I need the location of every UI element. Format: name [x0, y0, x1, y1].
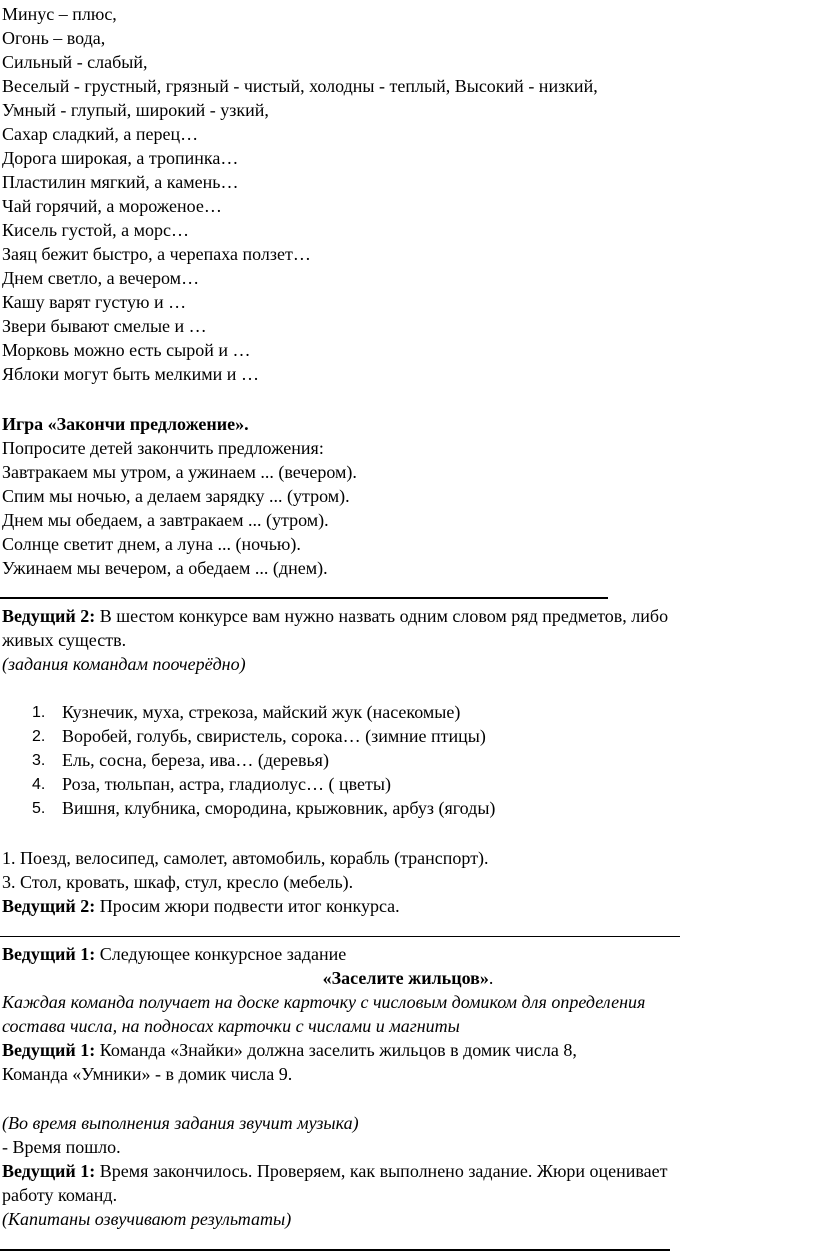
- text-line: Сахар сладкий, а перец…: [2, 124, 199, 144]
- game-title: Игра «Закончи предложение».: [2, 414, 249, 434]
- speaker-label: Ведущий 1:: [2, 1040, 96, 1060]
- game-line: Ужинаем мы вечером, а обедаем ... (днем).: [2, 558, 328, 578]
- speaker-label: Ведущий 1:: [2, 944, 96, 964]
- contest7-title-end: .: [488, 968, 494, 988]
- game-line: Завтракаем мы утром, а ужинаем ... (вечером).: [2, 462, 357, 482]
- game-line: Спим мы ночью, а делаем зарядку ... (утром).: [2, 486, 350, 506]
- list-item: Вишня, клубника, смородина, крыжовник, арбуз (ягоды): [62, 798, 496, 818]
- list-item: Роза, тюльпан, астра, гладиолус… ( цветы): [62, 774, 391, 794]
- text-line: Заяц бежит быстро, а черепаха ползет…: [2, 244, 311, 264]
- contest6-intro: [2, 604, 668, 628]
- text-line: Дорога широкая, а тропинка…: [2, 148, 239, 168]
- contest7-title-text: «Заселите жильцов»: [322, 968, 489, 988]
- section-divider: [0, 936, 680, 937]
- text-line: Морковь можно есть сырой и …: [2, 340, 251, 360]
- text-line: Сильный - слабый,: [2, 52, 148, 72]
- speaker-label: Ведущий 2:: [2, 606, 96, 626]
- text-line: Яблоки могут быть мелкими и …: [2, 364, 259, 384]
- contest7-title: [0, 966, 816, 990]
- text-line: Огонь – вода,: [2, 28, 106, 48]
- contest6-text-cont: живых существ.: [2, 630, 127, 650]
- contest7-line: [2, 1159, 668, 1183]
- contest6-text: В шестом конкурсе вам нужно назвать одним словом ряд предметов, либо: [95, 606, 669, 626]
- list-item: Ель, сосна, береза, ива… (деревья): [62, 750, 329, 770]
- contest7-text: Следующее конкурсное задание: [95, 944, 347, 964]
- extra-line: 3. Стол, кровать, шкаф, стул, кресло (мебель).: [2, 872, 354, 892]
- game-line: Днем мы обедаем, а завтракаем ... (утром).: [2, 510, 329, 530]
- contest7-desc: состава числа, на подносах карточки с числами и магниты: [2, 1016, 460, 1036]
- jury-text: Просим жюри подвести итог конкурса.: [95, 896, 400, 916]
- contest7-line: работу команд.: [2, 1185, 118, 1205]
- section-divider: [0, 1249, 670, 1251]
- text-line: Пластилин мягкий, а камень…: [2, 172, 239, 192]
- list-number: 2.: [32, 728, 46, 745]
- contest7-desc: Каждая команда получает на доске карточку с числовым домиком для определения: [2, 992, 646, 1012]
- game-line: Солнце светит днем, а луна ... (ночью).: [2, 534, 301, 554]
- list-item: Воробей, голубь, свиристель, сорока… (зимние птицы): [62, 726, 486, 746]
- text-line: Умный - глупый, широкий - узкий,: [2, 100, 269, 120]
- speaker-label: Ведущий 2:: [2, 896, 96, 916]
- game-intro: Попросите детей закончить предложения:: [2, 438, 324, 458]
- extra-line: 1. Поезд, велосипед, самолет, автомобиль, корабль (транспорт).: [2, 848, 489, 868]
- text-line: Звери бывают смелые и …: [2, 316, 207, 336]
- contest7-line: Команда «Умники» - в домик числа 9.: [2, 1064, 293, 1084]
- list-number: 4.: [32, 776, 46, 793]
- list-item: Кузнечик, муха, стрекоза, майский жук (насекомые): [62, 702, 461, 722]
- text-line: Кашу варят густую и …: [2, 292, 187, 312]
- contest7-line: [2, 1038, 577, 1062]
- captains-note: (Капитаны озвучивают результаты): [2, 1209, 292, 1229]
- speaker-label: Ведущий 1:: [2, 1161, 96, 1181]
- time-line: - Время пошло.: [2, 1137, 121, 1157]
- contest7-text: Время закончилось. Проверяем, как выполнено задание. Жюри оценивает: [95, 1161, 668, 1181]
- text-line: Днем светло, а вечером…: [2, 268, 200, 288]
- text-line: Кисель густой, а морс…: [2, 220, 190, 240]
- text-line: Чай горячий, а мороженое…: [2, 196, 222, 216]
- contest7-intro: [2, 942, 346, 966]
- contest6-note: (задания командам поочерёдно): [2, 654, 246, 674]
- section-divider: [0, 597, 608, 599]
- list-number: 3.: [32, 752, 46, 769]
- contest7-text: Команда «Знайки» должна заселить жильцов в домик числа 8,: [95, 1040, 577, 1060]
- music-note: (Во время выполнения задания звучит музыка): [2, 1113, 359, 1133]
- text-line: Веселый - грустный, грязный - чистый, холодны - теплый, Высокий - низкий,: [2, 76, 598, 96]
- list-number: 1.: [32, 704, 46, 721]
- text-line: Минус – плюс,: [2, 4, 117, 24]
- list-number: 5.: [32, 800, 46, 817]
- jury-line: [2, 894, 400, 918]
